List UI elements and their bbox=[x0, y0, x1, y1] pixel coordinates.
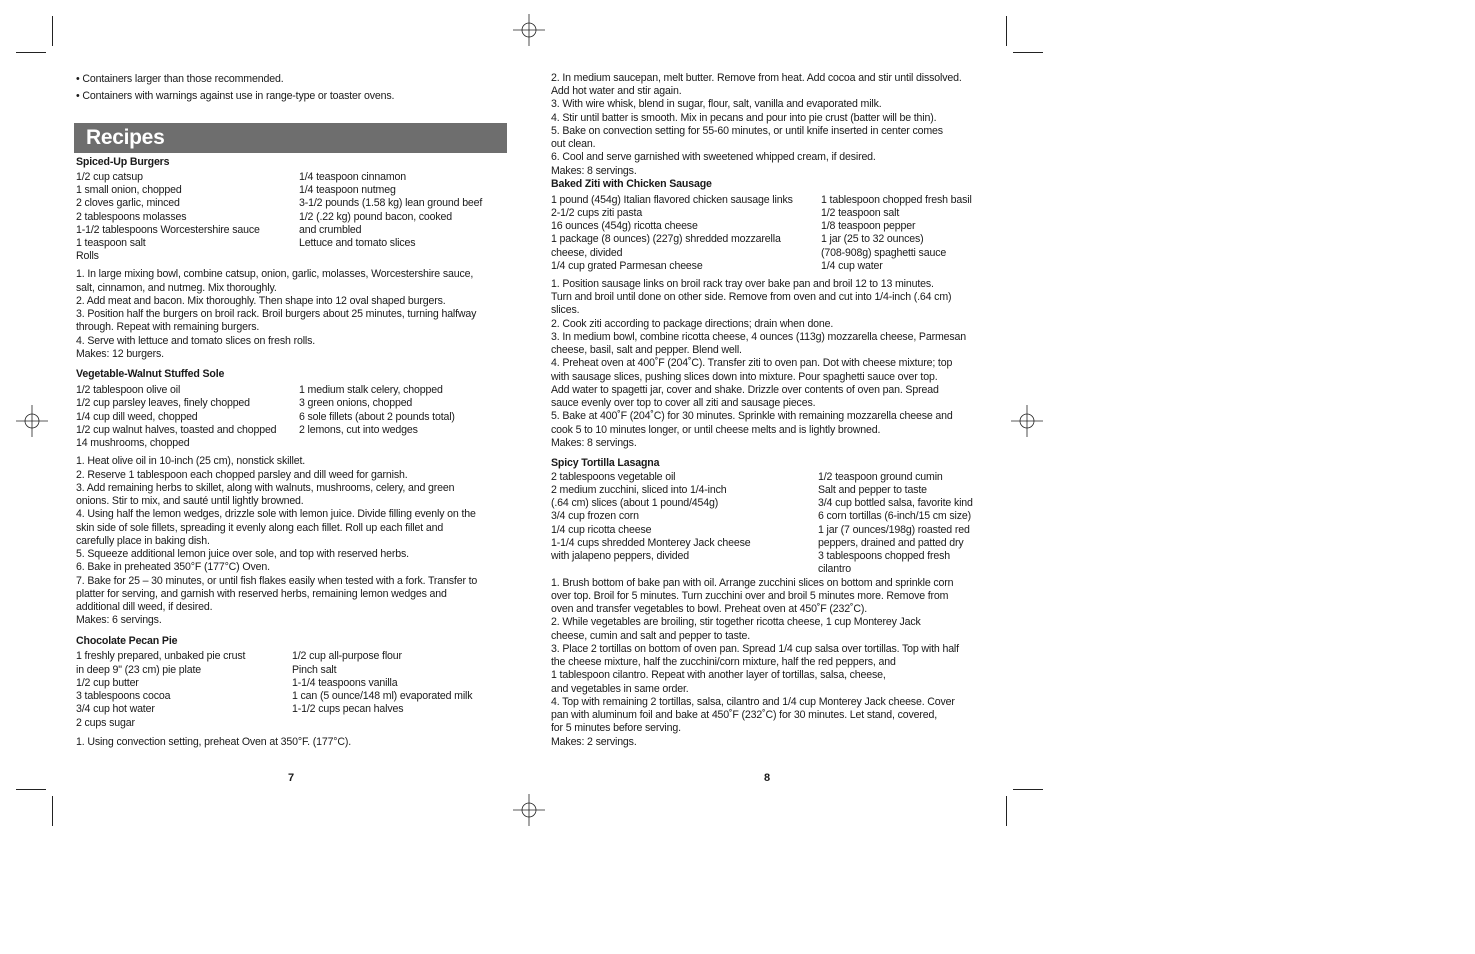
step-line: Makes: 8 servings. bbox=[551, 437, 637, 449]
ingredient: (708-908g) spaghetti sauce bbox=[821, 247, 947, 259]
ingredient: 1/2 cup all-purpose flour bbox=[292, 650, 402, 662]
ingredient: 2 medium zucchini, sliced into 1/4-inch bbox=[551, 484, 727, 496]
step-line: out clean. bbox=[551, 138, 596, 150]
step-line: 1. Heat olive oil in 10-inch (25 cm), nonstick skillet. bbox=[76, 455, 306, 467]
step-line: 5. Bake on convection setting for 55-60 minutes, or until knife inserted in center comes bbox=[551, 125, 943, 137]
step-line: and vegetables in same order. bbox=[551, 683, 689, 695]
step-line: cheese, basil, salt and pepper. Blend well. bbox=[551, 344, 742, 356]
ingredient: 1 tablespoon chopped fresh basil bbox=[821, 194, 972, 206]
ingredient: 3/4 cup hot water bbox=[76, 703, 155, 715]
crop-mark bbox=[1013, 789, 1043, 790]
ingredient: 2 tablespoons vegetable oil bbox=[551, 471, 676, 483]
ingredient: 1 pound (454g) Italian flavored chicken sausage links bbox=[551, 194, 793, 206]
ingredient: 1 freshly prepared, unbaked pie crust bbox=[76, 650, 246, 662]
step-line: 1. Brush bottom of bake pan with oil. Arrange zucchini slices on bottom and sprinkle corn bbox=[551, 577, 954, 589]
step-line: sauce evenly over top to cover all ziti and sausage pieces. bbox=[551, 397, 816, 409]
ingredient: cheese, divided bbox=[551, 247, 623, 259]
step-line: Makes: 8 servings. bbox=[551, 165, 637, 177]
registration-mark-icon bbox=[513, 794, 545, 826]
step-line: Turn and broil until done on other side. Remove from oven and cut into 1/4-inch (.64 cm) bbox=[551, 291, 952, 303]
step-line: 3. With wire whisk, blend in sugar, flour, salt, vanilla and evaporated milk. bbox=[551, 98, 882, 110]
step-line: for 5 minutes before serving. bbox=[551, 722, 681, 734]
ingredient: 2 lemons, cut into wedges bbox=[299, 424, 418, 436]
ingredient: 1 jar (7 ounces/198g) roasted red bbox=[818, 524, 970, 536]
recipe-title: Vegetable-Walnut Stuffed Sole bbox=[76, 368, 225, 380]
ingredient: cilantro bbox=[818, 563, 851, 575]
step-line: 2. While vegetables are broiling, stir together ricotta cheese, 1 cup Monterey Jack bbox=[551, 616, 921, 628]
ingredient: 1 jar (25 to 32 ounces) bbox=[821, 233, 924, 245]
step-line: 3. Add remaining herbs to skillet, along with walnuts, mushrooms, celery, and green bbox=[76, 482, 455, 494]
step-line: 1. Position sausage links on broil rack tray over bake pan and broil 12 to 13 minutes. bbox=[551, 278, 934, 290]
recipes-banner bbox=[74, 123, 507, 153]
step-line: skin side of sole fillets, spreading it evenly along each fillet. Roll up each fillet and bbox=[76, 522, 444, 534]
registration-mark-icon bbox=[16, 405, 48, 437]
ingredient: with jalapeno peppers, divided bbox=[551, 550, 690, 562]
registration-mark-icon bbox=[513, 14, 545, 46]
ingredient: 6 corn tortillas (6-inch/15 cm size) bbox=[818, 510, 971, 522]
ingredient: 1/2 tablespoon olive oil bbox=[76, 384, 181, 396]
step-line: cook 5 to 10 minutes longer, or until cheese melts and is lightly browned. bbox=[551, 424, 881, 436]
crop-mark bbox=[52, 16, 53, 46]
step-line: 4. Stir until batter is smooth. Mix in pecans and pour into pie crust (batter will be thin). bbox=[551, 112, 937, 124]
step-line: 4. Preheat oven at 400˚F (204˚C). Transfer ziti to oven pan. Dot with cheese mixture; top bbox=[551, 357, 953, 369]
crop-mark bbox=[16, 52, 46, 53]
step-line: oven and transfer vegetables to bowl. Preheat oven at 450˚F (232˚C). bbox=[551, 603, 868, 615]
recipe-title: Spicy Tortilla Lasagna bbox=[551, 457, 660, 469]
ingredient: 3-1/2 pounds (1.58 kg) lean ground beef bbox=[299, 197, 483, 209]
page-number: 8 bbox=[764, 772, 771, 784]
step-line: 1. In large mixing bowl, combine catsup, onion, garlic, molasses, Worcestershire sauce, bbox=[76, 268, 474, 280]
step-line: additional dill weed, if desired. bbox=[76, 601, 213, 613]
step-line: slices. bbox=[551, 304, 580, 316]
step-line: Makes: 12 burgers. bbox=[76, 348, 164, 360]
step-line: carefully place in baking dish. bbox=[76, 535, 210, 547]
ingredient: 1 package (8 ounces) (227g) shredded mozzarella bbox=[551, 233, 781, 245]
ingredient: 3 tablespoons cocoa bbox=[76, 690, 171, 702]
ingredient: 1/8 teaspoon pepper bbox=[821, 220, 916, 232]
step-line: Makes: 2 servings. bbox=[551, 736, 637, 748]
ingredient: 1/4 cup water bbox=[821, 260, 883, 272]
recipe-title: Baked Ziti with Chicken Sausage bbox=[551, 178, 712, 190]
recipe-title: Spiced-Up Burgers bbox=[76, 156, 170, 168]
ingredient: 1/4 cup grated Parmesan cheese bbox=[551, 260, 703, 272]
step-line: Makes: 6 servings. bbox=[76, 614, 162, 626]
ingredient: 3 tablespoons chopped fresh bbox=[818, 550, 951, 562]
step-line: 2. Reserve 1 tablespoon each chopped parsley and dill weed for garnish. bbox=[76, 469, 408, 481]
step-line: 1 tablespoon cilantro. Repeat with another layer of tortillas, salsa, cheese, bbox=[551, 669, 886, 681]
step-line: 4. Top with remaining 2 tortillas, salsa, cilantro and 1/4 cup Monterey Jack cheese. Cover bbox=[551, 696, 955, 708]
ingredient: 6 sole fillets (about 2 pounds total) bbox=[299, 411, 455, 423]
step-line: 1. Using convection setting, preheat Oven at 350°F. (177°C). bbox=[76, 736, 352, 748]
ingredient: 1/2 cup parsley leaves, finely chopped bbox=[76, 397, 250, 409]
ingredient: 1/2 (.22 kg) pound bacon, cooked bbox=[299, 211, 453, 223]
step-line: the cheese mixture, half the zucchini/corn mixture, half the red peppers, and bbox=[551, 656, 896, 668]
ingredient: 2 cloves garlic, minced bbox=[76, 197, 180, 209]
ingredient: peppers, drained and patted dry bbox=[818, 537, 964, 549]
ingredient: 1/4 cup ricotta cheese bbox=[551, 524, 652, 536]
ingredient: 1 can (5 ounce/148 ml) evaporated milk bbox=[292, 690, 473, 702]
ingredient: 1 medium stalk celery, chopped bbox=[299, 384, 443, 396]
ingredient: Pinch salt bbox=[292, 664, 337, 676]
step-line: through. Repeat with remaining burgers. bbox=[76, 321, 260, 333]
recipe-title: Chocolate Pecan Pie bbox=[76, 635, 178, 647]
ingredient: 1/4 teaspoon nutmeg bbox=[299, 184, 396, 196]
ingredient: 1/4 cup dill weed, chopped bbox=[76, 411, 198, 423]
step-line: 7. Bake for 25 – 30 minutes, or until fish flakes easily when tested with a fork. Transfer to bbox=[76, 575, 478, 587]
step-line: 3. Place 2 tortillas on bottom of oven pan. Spread 1/4 cup salsa over tortillas. Top with half bbox=[551, 643, 959, 655]
ingredient: 1/2 teaspoon ground cumin bbox=[818, 471, 943, 483]
step-line: salt, cinnamon, and nutmeg. Mix thoroughly. bbox=[76, 282, 277, 294]
ingredient: and crumbled bbox=[299, 224, 362, 236]
ingredient: 2 tablespoons molasses bbox=[76, 211, 187, 223]
step-line: onions. Stir to mix, and sauté until lightly browned. bbox=[76, 495, 304, 507]
step-line: platter for serving, and garnish with reserved herbs, remaining lemon wedges and bbox=[76, 588, 447, 600]
ingredient: Salt and pepper to taste bbox=[818, 484, 927, 496]
ingredient: 3/4 cup bottled salsa, favorite kind bbox=[818, 497, 973, 509]
ingredient: 1/2 teaspoon salt bbox=[821, 207, 900, 219]
crop-mark bbox=[16, 789, 46, 790]
ingredient: 1/2 cup walnut halves, toasted and chopped bbox=[76, 424, 277, 436]
step-line: 4. Using half the lemon wedges, drizzle sole with lemon juice. Divide filling evenly on the bbox=[76, 508, 476, 520]
step-line: 6. Cool and serve garnished with sweetened whipped cream, if desired. bbox=[551, 151, 876, 163]
step-line: 6. Bake in preheated 350°F (177°C) Oven. bbox=[76, 561, 270, 573]
section-title: Recipes bbox=[86, 126, 165, 149]
ingredient: 1/4 teaspoon cinnamon bbox=[299, 171, 406, 183]
ingredient: 1 teaspoon salt bbox=[76, 237, 146, 249]
ingredient: 16 ounces (454g) ricotta cheese bbox=[551, 220, 698, 232]
step-line: 3. In medium bowl, combine ricotta cheese, 4 ounces (113g) mozzarella cheese, Parmesan bbox=[551, 331, 966, 343]
step-line: over top. Broil for 5 minutes. Turn zucchini over and broil 5 minutes more. Remove from bbox=[551, 590, 949, 602]
registration-mark-icon bbox=[1011, 405, 1043, 437]
crop-mark bbox=[1013, 52, 1043, 53]
step-line: 5. Squeeze additional lemon juice over sole, and top with reserved herbs. bbox=[76, 548, 409, 560]
step-line: Add water to spagetti jar, cover and shake. Drizzle over contents of oven pan. Spread bbox=[551, 384, 939, 396]
ingredient: in deep 9" (23 cm) pie plate bbox=[76, 664, 201, 676]
ingredient: 1-1/4 teaspoons vanilla bbox=[292, 677, 398, 689]
step-line: 3. Position half the burgers on broil rack. Broil burgers about 25 minutes, turning halfway bbox=[76, 308, 477, 320]
ingredient: 1 small onion, chopped bbox=[76, 184, 182, 196]
ingredient: 3 green onions, chopped bbox=[299, 397, 413, 409]
bullet-item: • Containers with warnings against use in range-type or toaster ovens. bbox=[76, 90, 395, 102]
ingredient: 1-1/2 cups pecan halves bbox=[292, 703, 404, 715]
crop-mark bbox=[52, 796, 53, 826]
ingredient: 14 mushrooms, chopped bbox=[76, 437, 190, 449]
step-line: 5. Bake at 400˚F (204˚C) for 30 minutes. Sprinkle with remaining mozzarella cheese and bbox=[551, 410, 953, 422]
step-line: Add hot water and stir again. bbox=[551, 85, 682, 97]
bullet-item: • Containers larger than those recommended. bbox=[76, 73, 284, 85]
ingredient: 1/2 cup butter bbox=[76, 677, 139, 689]
ingredient: 1-1/2 tablespoons Worcestershire sauce bbox=[76, 224, 260, 236]
crop-mark bbox=[1006, 16, 1007, 46]
step-line: cheese, cumin and salt and pepper to taste. bbox=[551, 630, 751, 642]
step-line: pan with aluminum foil and bake at 450˚F (232˚C) for 30 minutes. Let stand, covered, bbox=[551, 709, 938, 721]
ingredient: 2 cups sugar bbox=[76, 717, 135, 729]
step-line: 2. Cook ziti according to package directions; drain when done. bbox=[551, 318, 834, 330]
step-line: 2. In medium saucepan, melt butter. Remove from heat. Add cocoa and stir until dissolved. bbox=[551, 72, 962, 84]
ingredient: Rolls bbox=[76, 250, 99, 262]
step-line: with sausage slices, pushing slices down into mixture. Pour spaghetti sauce over top. bbox=[551, 371, 938, 383]
step-line: 2. Add meat and bacon. Mix thoroughly. Then shape into 12 oval shaped burgers. bbox=[76, 295, 446, 307]
crop-mark bbox=[1006, 796, 1007, 826]
page-number: 7 bbox=[288, 772, 295, 784]
ingredient: 1-1/4 cups shredded Monterey Jack cheese bbox=[551, 537, 751, 549]
ingredient: 3/4 cup frozen corn bbox=[551, 510, 639, 522]
ingredient: 2-1/2 cups ziti pasta bbox=[551, 207, 643, 219]
ingredient: (.64 cm) slices (about 1 pound/454g) bbox=[551, 497, 719, 509]
ingredient: 1/2 cup catsup bbox=[76, 171, 143, 183]
step-line: 4. Serve with lettuce and tomato slices on fresh rolls. bbox=[76, 335, 316, 347]
ingredient: Lettuce and tomato slices bbox=[299, 237, 416, 249]
